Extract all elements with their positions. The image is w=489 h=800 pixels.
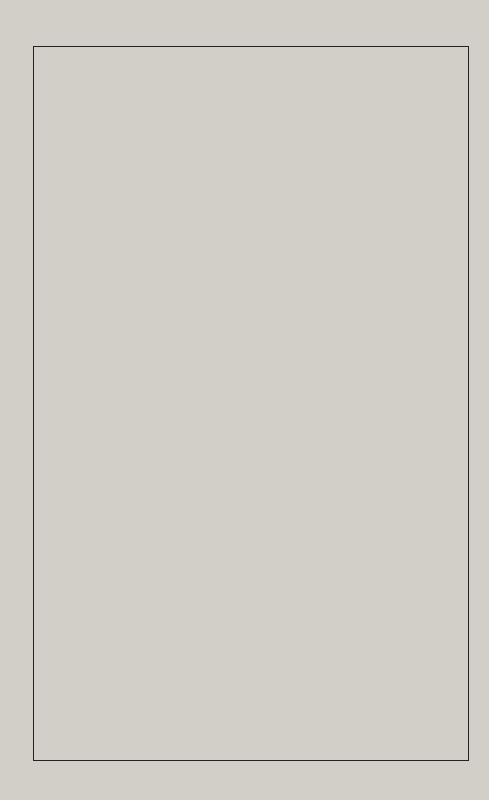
table-frame — [33, 46, 469, 761]
